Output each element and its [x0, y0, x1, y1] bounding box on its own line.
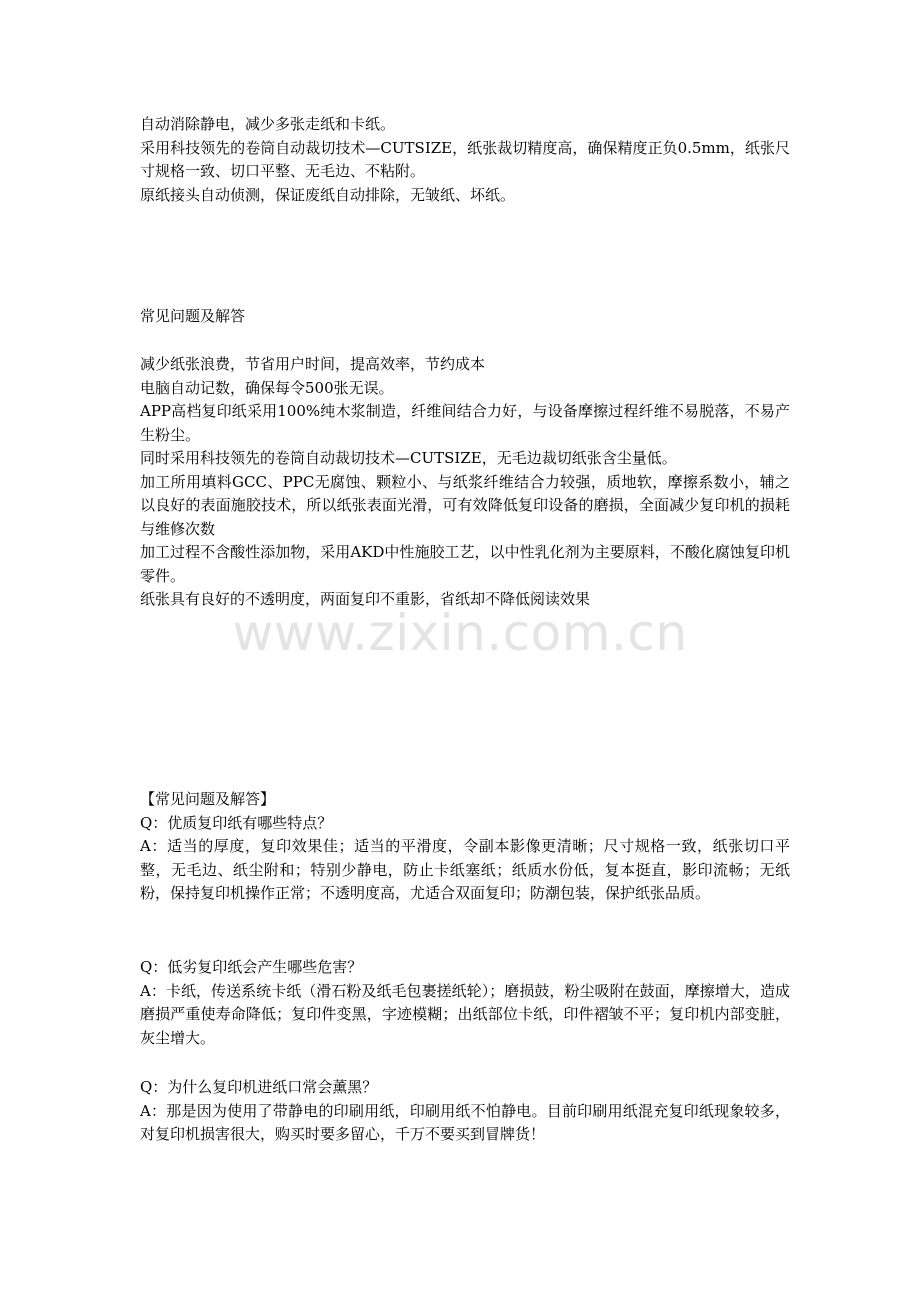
- intro-line: 原纸接头自动侦测，保证废纸自动排除，无皱纸、坏纸。: [140, 185, 516, 204]
- faq-block-1: [140, 788, 790, 906]
- site-watermark: www.zixin.com.cn: [232, 604, 688, 662]
- faq-answer: A：适当的厚度，复印效果佳；适当的平滑度，令副本影像更清晰；尺寸规格一致，纸张切口平整，无毛边、纸尘附和；特别少静电，防止卡纸塞纸；纸质水份低，复本挺直，影印流畅；无纸粉，保持复印机操作正常；不透明度高，尤适合双面复印；防潮包装，保护纸张品质。: [140, 837, 790, 902]
- feature-line: 加工过程不含酸性添加物，采用AKD中性施胶工艺，以中性乳化剂为主要原料，不酸化腐蚀复印机零件。: [140, 543, 790, 585]
- intro-line: 采用科技领先的卷筒自动裁切技术—CUTSIZE，纸张裁切精度高，确保精度正负0.5mm，纸张尺寸规格一致、切口平整、无毛边、不粘附。: [140, 138, 790, 180]
- faq-answer: A：卡纸，传送系统卡纸（滑石粉及纸毛包裹搓纸轮）；磨损鼓，粉尘吸附在鼓面，摩擦增大，造成磨损严重使寿命降低；复印件变黑，字迹模糊；出纸部位卡纸，印件褶皱不平；复印机内部变脏，灰尘增大。: [140, 981, 790, 1047]
- feature-line: 加工所用填料GCC、PPC无腐蚀、颗粒小、与纸浆纤维结合力较强，质地软，摩擦系数小，辅之以良好的表面施胶技术，所以纸张表面光滑，可有效降低复印设备的磨损，全面减少复印机的损耗与维修次数: [140, 472, 790, 538]
- intro-line: 自动消除静电，减少多张走纸和卡纸。: [140, 115, 396, 133]
- faq-answer: A：那是因为使用了带静电的印刷用纸，印刷用纸不怕静电。目前印刷用纸混充复印纸现象较多，对复印机损害很大，购买时要多留心，千万不要买到冒牌货！: [140, 1101, 790, 1143]
- faq-question: Q：优质复印纸有哪些特点？: [140, 813, 333, 832]
- section-heading: 常见问题及解答: [140, 307, 246, 325]
- faq-block-2: [140, 956, 790, 1050]
- faq-title: 【常见问题及解答】: [140, 790, 276, 808]
- intro-paragraphs: [140, 113, 790, 207]
- section-heading-block: [140, 305, 790, 329]
- feature-line: APP高档复印纸采用100%纯木浆制造，纤维间结合力好，与设备摩擦过程纤维不易脱落，不易产生粉尘。: [140, 402, 790, 444]
- faq-block-3: [140, 1076, 790, 1147]
- faq-question: Q：低劣复印纸会产生哪些危害？: [140, 958, 363, 976]
- feature-line: 电脑自动记数，确保每令500张无误。: [140, 378, 394, 397]
- faq-question: Q：为什么复印机进纸口常会薰黑？: [140, 1078, 378, 1096]
- feature-line: 纸张具有良好的不透明度，两面复印不重影，省纸却不降低阅读效果: [140, 590, 591, 608]
- feature-line: 减少纸张浪费，节省用户时间，提高效率，节约成本: [140, 355, 486, 373]
- features-paragraphs: [140, 353, 790, 612]
- feature-line: 同时采用科技领先的卷筒自动裁切技术—CUTSIZE，无毛边裁切纸张含尘量低。: [140, 449, 677, 467]
